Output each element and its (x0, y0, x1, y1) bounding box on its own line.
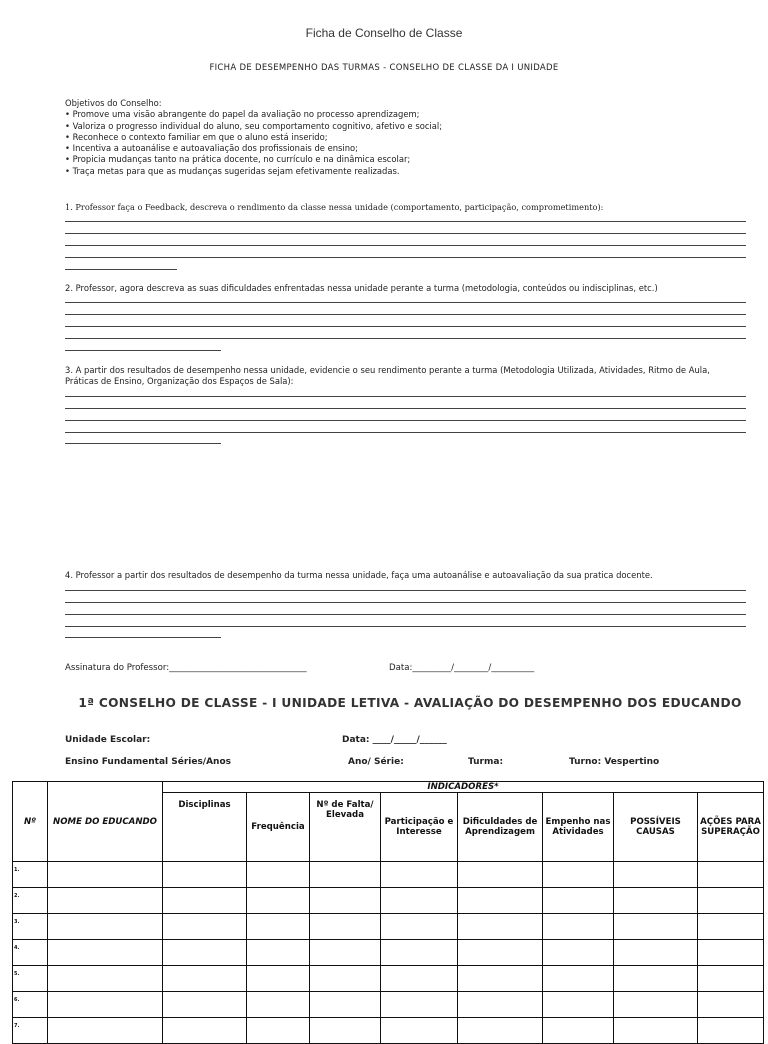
objective-item: • Reconhece o contexto familiar em que o aluno está inserido; (65, 131, 328, 142)
col-header-number: Nº (13, 782, 48, 862)
answer-line[interactable] (65, 302, 746, 303)
table-cell[interactable] (458, 992, 543, 1018)
table-cell[interactable] (163, 914, 247, 940)
row-number: 2. (13, 888, 48, 914)
council-date-field[interactable]: Data: ____/_____/______ (342, 735, 447, 745)
ano-serie-label: Ano/ Série: (348, 757, 404, 767)
answer-line[interactable] (65, 350, 221, 351)
table-cell[interactable] (163, 966, 247, 992)
table-cell[interactable] (698, 992, 764, 1018)
table-cell[interactable] (163, 862, 247, 888)
table-cell[interactable] (698, 1018, 764, 1044)
answer-line[interactable] (65, 432, 746, 433)
signature-row (65, 663, 535, 673)
answer-line[interactable] (65, 338, 746, 339)
table-cell[interactable] (247, 862, 310, 888)
row-number: 7. (13, 1018, 48, 1044)
unidade-escolar-label: Unidade Escolar: (65, 735, 151, 745)
table-row (13, 862, 764, 888)
table-cell[interactable] (381, 940, 458, 966)
answer-line[interactable] (65, 614, 746, 615)
question-4: 4. Professor a partir dos resultados de desempenho da turma nessa unidade, faça uma autoanálise e autoavaliação da sua pratica docente. (65, 570, 653, 580)
table-cell[interactable] (698, 888, 764, 914)
table-cell[interactable] (614, 966, 698, 992)
table-cell[interactable] (310, 1018, 381, 1044)
col-header-disciplinas: Disciplinas (163, 793, 247, 862)
col-header-empenho: Empenho nas Atividades (543, 793, 614, 862)
table-row (13, 992, 764, 1018)
table-cell[interactable] (614, 940, 698, 966)
table-cell[interactable] (48, 992, 163, 1018)
table-cell[interactable] (163, 940, 247, 966)
table-cell[interactable] (614, 888, 698, 914)
table-cell[interactable] (614, 992, 698, 1018)
answer-line[interactable] (65, 590, 746, 591)
table-cell[interactable] (458, 1018, 543, 1044)
row-number: 5. (13, 966, 48, 992)
table-cell[interactable] (698, 914, 764, 940)
answer-line[interactable] (65, 233, 746, 234)
objective-item: • Valoriza o progresso individual do aluno, seu comportamento cognitivo, afetivo e social; (65, 120, 443, 131)
signature-field[interactable]: Assinatura do Professor:________________________________ (65, 663, 307, 673)
table-row (13, 940, 764, 966)
table-cell[interactable] (163, 1018, 247, 1044)
turma-label: Turma: (468, 757, 504, 767)
col-header-causas: POSSÍVEIS CAUSAS (614, 793, 698, 862)
objective-item: • Propicia mudanças tanto na prática docente, no currículo e na dinâmica escolar; (65, 154, 411, 165)
row-number: 6. (13, 992, 48, 1018)
council-title: 1ª CONSELHO DE CLASSE - I UNIDADE LETIVA - AVALIAÇÃO DO DESEMPENHO DOS EDUCANDO (78, 696, 742, 710)
table-cell[interactable] (310, 914, 381, 940)
answer-line[interactable] (65, 245, 746, 246)
table-cell[interactable] (543, 914, 614, 940)
document-title: Ficha de Conselho de Classe (305, 26, 463, 40)
table-cell[interactable] (381, 888, 458, 914)
answer-line[interactable] (65, 602, 746, 603)
table-cell[interactable] (163, 992, 247, 1018)
answer-line[interactable] (65, 269, 177, 270)
objective-item: • Promove uma visão abrangente do papel da avaliação no processo aprendizagem; (65, 109, 420, 120)
student-evaluation-table (12, 781, 764, 1044)
answer-line[interactable] (65, 443, 221, 444)
document-subtitle: FICHA DE DESEMPENHO DAS TURMAS - CONSELHO DE CLASSE DA I UNIDADE (209, 63, 559, 73)
table-cell[interactable] (247, 940, 310, 966)
table-cell[interactable] (614, 862, 698, 888)
answer-line[interactable] (65, 221, 746, 222)
row-number: 4. (13, 940, 48, 966)
table-cell[interactable] (48, 966, 163, 992)
table-cell[interactable] (543, 992, 614, 1018)
table-cell[interactable] (381, 862, 458, 888)
table-row (13, 888, 764, 914)
table-cell[interactable] (310, 966, 381, 992)
question-1: 1. Professor faça o Feedback, descreva o rendimento da classe nessa unidade (comportamento, participação, comprometimento): (65, 202, 604, 212)
table-cell[interactable] (247, 914, 310, 940)
table-cell[interactable] (247, 966, 310, 992)
objectives-section (65, 98, 442, 177)
objective-item: • Traça metas para que as mudanças sugeridas sejam efetivamente realizadas. (65, 165, 400, 176)
col-header-faltas: Nº de Falta/ Elevada (310, 793, 381, 862)
question-2: 2. Professor, agora descreva as suas dificuldades enfrentadas nessa unidade perante a turma (metodologia, conteúdos ou indisciplinas, etc.) (65, 283, 658, 293)
table-cell[interactable] (614, 914, 698, 940)
table-cell[interactable] (543, 966, 614, 992)
turno-label: Turno: Vespertino (569, 757, 660, 767)
col-header-dificuldades: Dificuldades de Aprendizagem (458, 793, 543, 862)
table-row (13, 914, 764, 940)
table-cell[interactable] (458, 940, 543, 966)
objective-item: • Incentiva a autoanálise e autoavaliação dos profissionais de ensino; (65, 143, 358, 154)
table-cell[interactable] (247, 1018, 310, 1044)
answer-line[interactable] (65, 408, 746, 409)
col-header-participacao: Participação e Interesse (381, 793, 458, 862)
ensino-label: Ensino Fundamental Séries/Anos (65, 757, 232, 767)
answer-line[interactable] (65, 257, 746, 258)
table-cell[interactable] (48, 862, 163, 888)
indicators-header: INDICADORES* (163, 782, 764, 793)
table-cell[interactable] (458, 914, 543, 940)
answer-line[interactable] (65, 314, 746, 315)
table-cell[interactable] (543, 940, 614, 966)
table-cell[interactable] (381, 914, 458, 940)
table-cell[interactable] (381, 966, 458, 992)
table-cell[interactable] (247, 888, 310, 914)
table-cell[interactable] (543, 862, 614, 888)
table-cell[interactable] (614, 1018, 698, 1044)
table-cell[interactable] (310, 940, 381, 966)
table-cell[interactable] (310, 888, 381, 914)
table-cell[interactable] (163, 888, 247, 914)
row-number: 3. (13, 914, 48, 940)
table-cell[interactable] (381, 992, 458, 1018)
table-cell[interactable] (543, 1018, 614, 1044)
table-cell[interactable] (698, 966, 764, 992)
table-cell[interactable] (543, 888, 614, 914)
date-field[interactable]: Data:_________/________/__________ (389, 663, 535, 673)
answer-line[interactable] (65, 420, 746, 421)
table-cell[interactable] (48, 914, 163, 940)
answer-line[interactable] (65, 326, 746, 327)
table-cell[interactable] (381, 1018, 458, 1044)
table-cell[interactable] (310, 992, 381, 1018)
col-header-student-name: NOME DO EDUCANDO (48, 782, 163, 862)
table-cell[interactable] (698, 940, 764, 966)
answer-line[interactable] (65, 626, 746, 627)
table-row (13, 1018, 764, 1044)
table-cell[interactable] (48, 888, 163, 914)
table-cell[interactable] (247, 992, 310, 1018)
table-cell[interactable] (698, 862, 764, 888)
objectives-heading: Objetivos do Conselho: (65, 98, 162, 108)
table-cell[interactable] (458, 966, 543, 992)
answer-line[interactable] (65, 637, 221, 638)
col-header-acoes: AÇÕES PARA SUPERAÇÃO (698, 793, 764, 862)
table-row (13, 966, 764, 992)
table-cell[interactable] (48, 940, 163, 966)
table-cell[interactable] (458, 862, 543, 888)
col-header-frequencia: Frequência (247, 793, 310, 862)
table-cell[interactable] (458, 888, 543, 914)
question-3: 3. A partir dos resultados de desempenho nessa unidade, evidencie o seu rendimento perante a turma (Metodologia Utilizada, Atividades, Ritmo de Aula, Práticas de Ensino, Organização dos Espaços de Sala): (65, 365, 710, 386)
table-cell[interactable] (48, 1018, 163, 1044)
answer-line[interactable] (65, 396, 746, 397)
table-cell[interactable] (310, 862, 381, 888)
row-number: 1. (13, 862, 48, 888)
